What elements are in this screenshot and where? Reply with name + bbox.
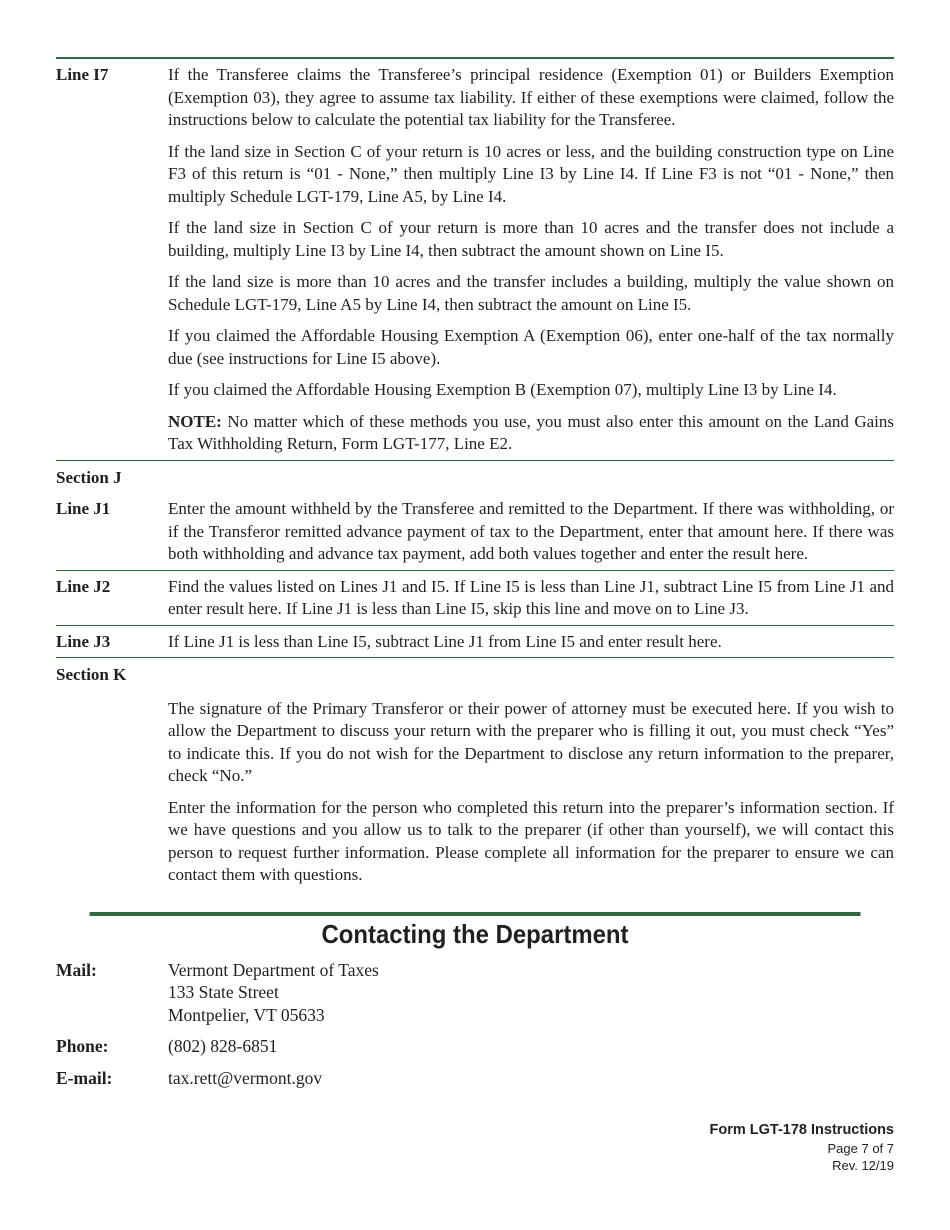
section-j-heading-row <box>56 461 894 494</box>
footer-page-number: Page 7 of 7 <box>827 1141 894 1156</box>
line-i7-content <box>168 59 894 460</box>
section-k-title: Section K <box>56 665 127 684</box>
line-j1-row <box>56 493 894 571</box>
line-i7-row <box>56 59 894 461</box>
phone-number: (802) 828-6851 <box>168 1036 278 1056</box>
mail-address <box>168 959 894 1027</box>
line-i7-note <box>168 411 894 456</box>
line-j1-content <box>168 493 894 570</box>
mail-line: Vermont Department of Taxes <box>168 959 379 980</box>
section-k-paragraph: The signature of the Primary Transferor or their power of attorney must be executed here. If you wish to allow the Department to discuss your return with the preparer who is filling it out, you must check “Yes” to indicate this. If you do not wish for the Department to disclose any return information to the preparer, check “No.” <box>168 698 894 785</box>
email-label: E-mail: <box>56 1067 113 1088</box>
section-k-content <box>168 691 894 891</box>
footer-revision: Rev. 12/19 <box>832 1158 894 1173</box>
line-i7-paragraph: If the land size in Section C of your return is more than 10 acres and the transfer does not include a building, multiply Line I3 by Line I4, then subtract the amount shown on Line I5. <box>168 218 894 260</box>
contact-title: Contacting the Department <box>90 912 861 949</box>
line-j2-row <box>56 571 894 626</box>
contact-phone-row <box>56 1035 894 1058</box>
line-i7-paragraph: If the land size is more than 10 acres and the transfer includes a building, multiply the value shown on Schedule LGT-179, Line A5 by Line I4, then subtract the amount on Line I5. <box>168 272 894 314</box>
line-i7-paragraph: If the land size in Section C of your return is 10 acres or less, and the building construction type on Line F3 of this return is “01 - None,” then multiply Line I3 by Line I4. If Line F3 is not “01 - None,” then multiply Schedule LGT-179, Line A5, by Line I4. <box>168 141 894 206</box>
line-j3-content <box>168 626 894 658</box>
line-j3-row <box>56 626 894 659</box>
footer-form-name: Form LGT-178 Instructions <box>709 1122 894 1138</box>
line-j2-text: Find the values listed on Lines J1 and I5. If Line I5 is less than Line J1, subtract Line I5 from Line J1 and enter result here. If Line J1 is less than Line I5, skip this line and move on to Line J3. <box>168 576 894 618</box>
section-k-heading-row <box>56 658 894 691</box>
phone-label: Phone: <box>56 1036 109 1056</box>
page-footer <box>710 1121 895 1174</box>
contact-block <box>56 959 894 1090</box>
line-i7-paragraph: If you claimed the Affordable Housing Exemption B (Exemption 07), multiply Line I3 by Line I4. <box>168 380 837 399</box>
email-address: tax.rett@vermont.gov <box>168 1067 323 1088</box>
line-i7-paragraph: If the Transferee claims the Transferee’s principal residence (Exemption 01) or Builders Exemption (Exemption 03), they agree to assume tax liability. If either of these exemptions were claimed, follow the instructions below to calculate the potential tax liability for the Transferee. <box>168 65 894 129</box>
note-label: NOTE: <box>168 411 222 431</box>
instructions-page <box>56 57 894 1098</box>
line-j2-label: Line J2 <box>56 576 111 596</box>
note-text: No matter which of these methods you use, you must also enter this amount on the Land Gains Tax Withholding Return, Form LGT-177, Line E2. <box>168 411 894 453</box>
line-j3-text: If Line J1 is less than Line I5, subtract Line J1 from Line I5 and enter result here. <box>168 631 722 651</box>
line-j1-text: Enter the amount withheld by the Transferee and remitted to the Department. If there was withholding, or if the Transferor remitted advance payment of tax to the Department, enter that amount here. If there was both withholding and advance tax payment, add both values together and enter the result here. <box>168 499 894 563</box>
line-i7-paragraph: If you claimed the Affordable Housing Exemption A (Exemption 06), enter one-half of the tax normally due (see instructions for Line I5 above). <box>168 326 894 368</box>
line-i7-label: Line I7 <box>56 65 109 84</box>
section-k-spacer <box>56 691 168 891</box>
line-j1-label: Line J1 <box>56 499 111 518</box>
mail-label: Mail: <box>56 959 97 980</box>
contact-mail-row <box>56 959 894 1027</box>
mail-line: 133 State Street <box>168 982 279 1002</box>
section-k-paragraph: Enter the information for the person who completed this return into the preparer’s information section. If we have questions and you allow us to talk to the preparer (if other than yourself), we will contact this person to request further information. Please complete all information for the preparer to ensure we can contact them with questions. <box>168 797 894 884</box>
line-j3-label: Line J3 <box>56 631 111 651</box>
contact-email-row <box>56 1067 894 1090</box>
section-k-row <box>56 691 894 891</box>
mail-line: Montpelier, VT 05633 <box>168 1004 325 1025</box>
section-j-title: Section J <box>56 467 122 487</box>
line-j2-content <box>168 571 894 625</box>
